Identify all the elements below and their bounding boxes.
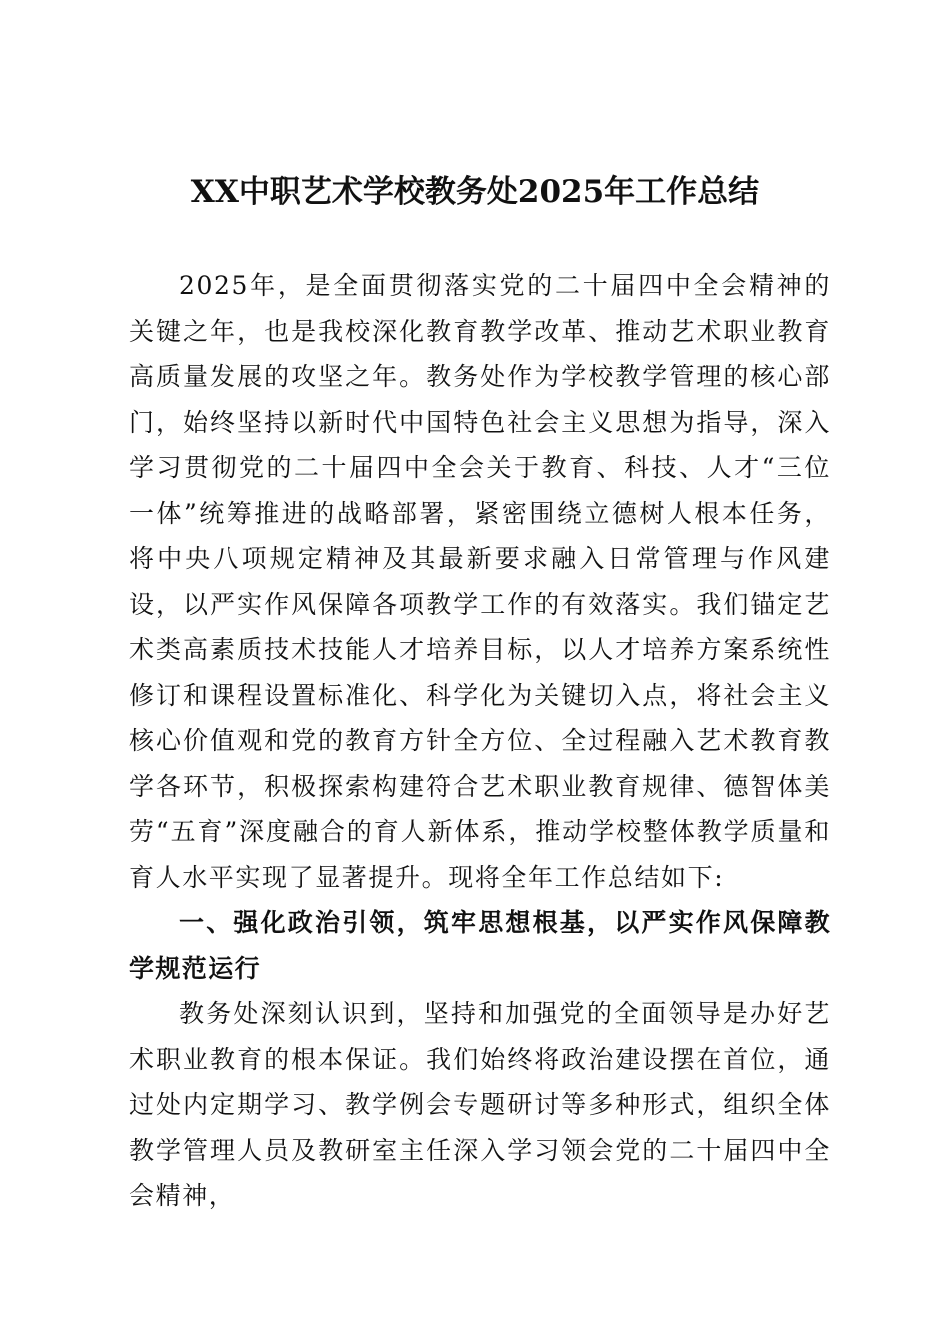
section-1-heading: 一、强化政治引领，筑牢思想根基，以严实作风保障教学规范运行 xyxy=(129,908,831,983)
document-title: XX中职艺术学校教务处2025年工作总结 xyxy=(190,174,760,210)
document-body xyxy=(129,263,831,1219)
section-1-paragraph: 教务处深刻认识到，坚持和加强党的全面领导是办好艺术职业教育的根本保证。我们始终将政治建设摆在首位，通过处内定期学习、教学例会专题研讨等多种形式，组织全体教学管理人员及教研室主任深入学习领会党的二十届四中全会精神， xyxy=(129,999,831,1210)
intro-paragraph: 2025年，是全面贯彻落实党的二十届四中全会精神的关键之年，也是我校深化教育教学改革、推动艺术职业教育高质量发展的攻坚之年。教务处作为学校教学管理的核心部门，始终坚持以新时代中国特色社会主义思想为指导，深入学习贯彻党的二十届四中全会关于教育、科技、人才“三位一体”统筹推进的战略部署，紧密围绕立德树人根本任务，将中央八项规定精神及其最新要求融入日常管理与作风建设，以严实作风保障各项教学工作的有效落实。我们锚定艺术类高素质技术技能人才培养目标，以人才培养方案系统性修订和课程设置标准化、科学化为关键切入点，将社会主义核心价值观和党的教育方针全方位、全过程融入艺术教育教学各环节，积极探索构建符合艺术职业教育规律、德智体美劳“五育”深度融合的育人新体系，推动学校整体教学质量和育人水平实现了显著提升。现将全年工作总结如下: xyxy=(129,271,831,892)
